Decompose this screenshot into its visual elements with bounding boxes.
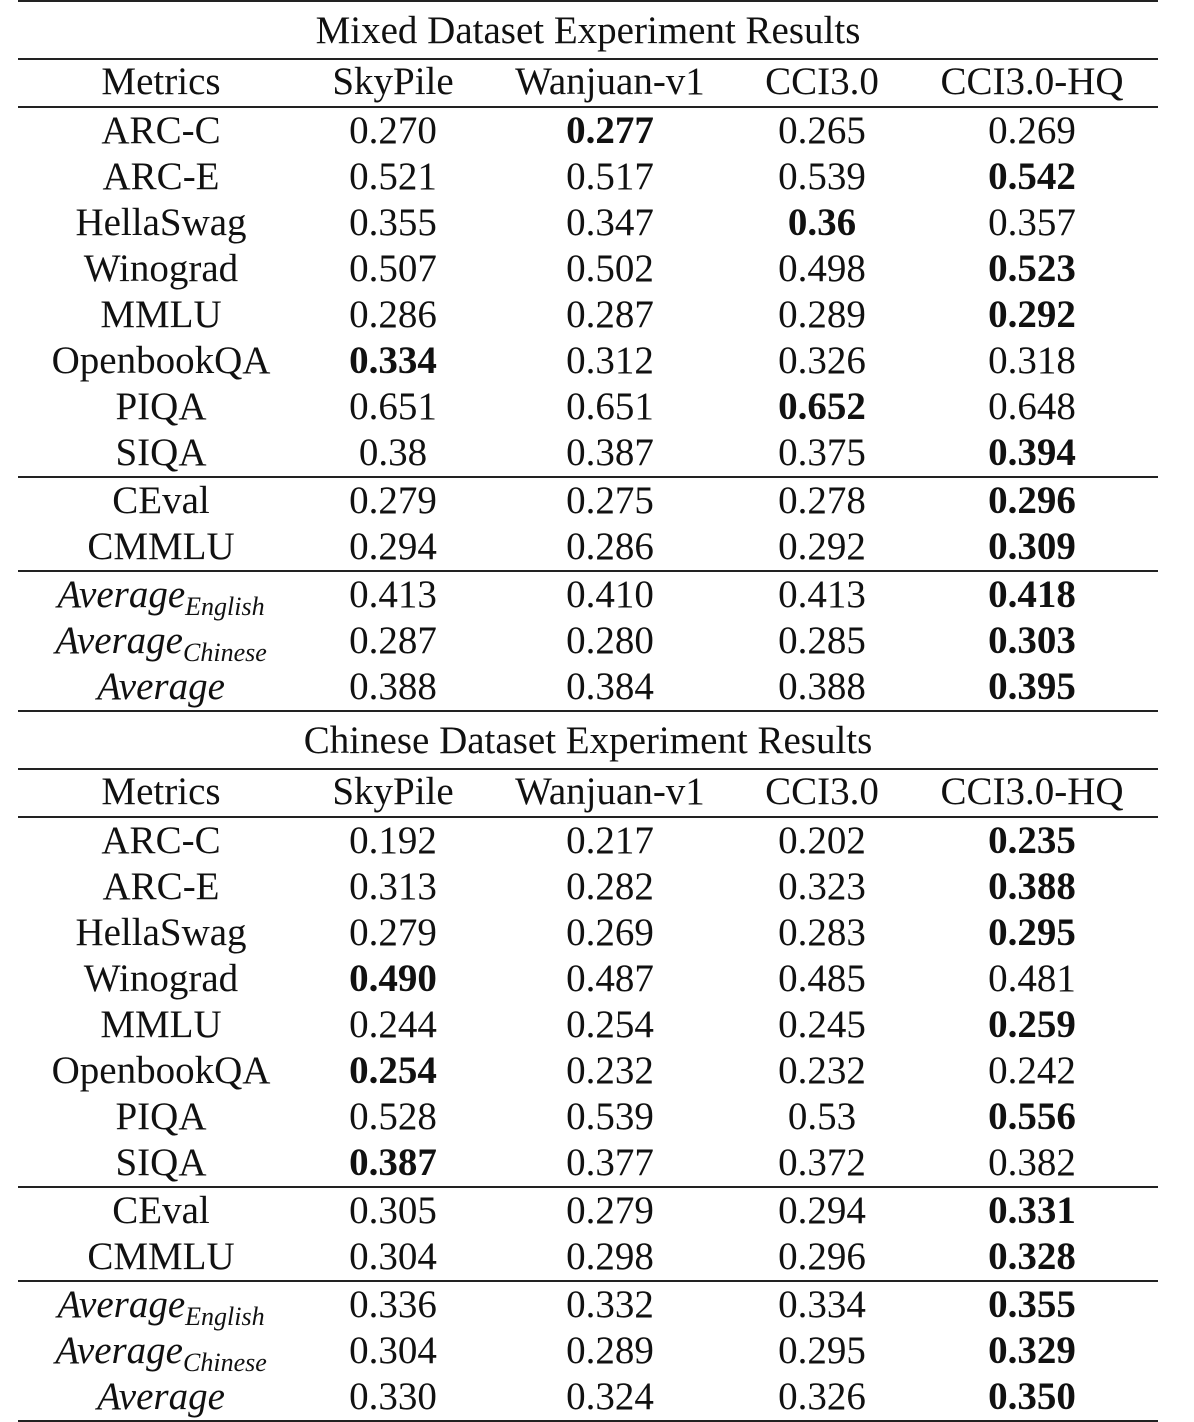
value-cell: 0.304: [349, 1329, 437, 1372]
value-cell: 0.539: [566, 1095, 654, 1138]
table-row: [18, 1048, 1158, 1094]
value-cell: 0.192: [349, 819, 437, 862]
value-cell: 0.245: [778, 1003, 866, 1046]
metric-name: HellaSwag: [75, 911, 247, 954]
best-value-cell: 0.395: [988, 665, 1076, 708]
value-cell: 0.217: [566, 819, 654, 862]
table-row: [18, 430, 1158, 476]
best-value-cell: 0.303: [988, 619, 1076, 662]
value-cell: 0.330: [349, 1375, 437, 1418]
table-row: [18, 246, 1158, 292]
metric-name: [18, 572, 304, 621]
value-cell: 0.232: [566, 1049, 654, 1092]
metric-name: [18, 1282, 304, 1331]
column-header: Metrics: [101, 60, 221, 103]
column-header: SkyPile: [332, 60, 454, 103]
best-value-cell: 0.259: [988, 1003, 1076, 1046]
best-value-cell: 0.387: [349, 1141, 437, 1184]
table-row: [18, 384, 1158, 430]
metric-name: [18, 618, 304, 667]
table-row: [18, 1234, 1158, 1280]
metric-label: Average: [55, 1329, 183, 1372]
metric-label: Average: [97, 1375, 225, 1418]
metric-label: Average: [55, 619, 183, 662]
value-cell: 0.355: [349, 201, 437, 244]
value-cell: 0.334: [778, 1283, 866, 1326]
value-cell: 0.517: [566, 155, 654, 198]
value-cell: 0.289: [566, 1329, 654, 1372]
value-cell: 0.287: [349, 619, 437, 662]
best-value-cell: 0.490: [349, 957, 437, 1000]
value-cell: 0.304: [349, 1235, 437, 1278]
value-cell: 0.287: [566, 293, 654, 336]
table-row: [18, 1140, 1158, 1186]
table-row: [18, 1328, 1158, 1377]
value-cell: 0.242: [988, 1049, 1076, 1092]
table-row: [18, 864, 1158, 910]
value-cell: 0.357: [988, 201, 1076, 244]
value-cell: 0.382: [988, 1141, 1076, 1184]
best-value-cell: 0.292: [988, 293, 1076, 336]
metric-label: Average: [57, 1283, 186, 1326]
metric-name: SIQA: [115, 431, 207, 474]
best-value-cell: 0.388: [988, 865, 1076, 908]
metric-subscript: Chinese: [183, 1348, 267, 1377]
metric-name: CEval: [112, 479, 210, 522]
value-cell: 0.279: [566, 1189, 654, 1232]
value-cell: 0.347: [566, 201, 654, 244]
value-cell: 0.294: [778, 1189, 866, 1232]
value-cell: 0.539: [778, 155, 866, 198]
best-value-cell: 0.309: [988, 525, 1076, 568]
value-cell: 0.38: [358, 431, 428, 474]
best-value-cell: 0.277: [566, 109, 654, 152]
value-cell: 0.269: [988, 109, 1076, 152]
value-cell: 0.305: [349, 1189, 437, 1232]
value-cell: 0.502: [566, 247, 654, 290]
value-cell: 0.289: [778, 293, 866, 336]
metric-name: [18, 664, 304, 710]
best-value-cell: 0.523: [988, 247, 1076, 290]
value-cell: 0.648: [988, 385, 1076, 428]
value-cell: 0.413: [349, 573, 437, 616]
best-value-cell: 0.334: [349, 339, 437, 382]
metric-name: Winograd: [83, 957, 239, 1000]
best-value-cell: 0.328: [988, 1235, 1076, 1278]
value-cell: 0.388: [778, 665, 866, 708]
table-row: [18, 108, 1158, 154]
value-cell: 0.387: [566, 431, 654, 474]
best-value-cell: 0.556: [988, 1095, 1076, 1138]
value-cell: 0.269: [566, 911, 654, 954]
metric-name: Winograd: [83, 247, 239, 290]
best-value-cell: 0.542: [988, 155, 1076, 198]
table-row: [18, 154, 1158, 200]
value-cell: 0.312: [566, 339, 654, 382]
metric-name: [18, 1328, 304, 1377]
column-header: Metrics: [101, 770, 221, 813]
value-cell: 0.313: [349, 865, 437, 908]
best-value-cell: 0.331: [988, 1189, 1076, 1232]
column-header: CCI3.0: [765, 770, 879, 813]
value-cell: 0.372: [778, 1141, 866, 1184]
metric-subscript: English: [185, 592, 265, 621]
results-table: [18, 0, 1158, 1422]
value-cell: 0.286: [349, 293, 437, 336]
metric-name: OpenbookQA: [51, 339, 271, 382]
value-cell: 0.326: [778, 1375, 866, 1418]
value-cell: 0.487: [566, 957, 654, 1000]
value-cell: 0.410: [566, 573, 654, 616]
table-row: [18, 618, 1158, 667]
table-row: [18, 1280, 1158, 1331]
best-value-cell: 0.652: [778, 385, 866, 428]
value-cell: 0.651: [566, 385, 654, 428]
value-cell: 0.332: [566, 1283, 654, 1326]
table-row: [18, 1374, 1158, 1420]
best-value-cell: 0.350: [988, 1375, 1076, 1418]
value-cell: 0.280: [566, 619, 654, 662]
table-row: [18, 1002, 1158, 1048]
table-row: [18, 338, 1158, 384]
table-row: [18, 910, 1158, 956]
metric-label: Average: [57, 573, 186, 616]
value-cell: 0.388: [349, 665, 437, 708]
value-cell: 0.279: [349, 911, 437, 954]
metric-name: ARC-E: [102, 865, 220, 908]
value-cell: 0.285: [778, 619, 866, 662]
best-value-cell: 0.418: [988, 573, 1076, 616]
metric-name: CEval: [112, 1189, 210, 1232]
value-cell: 0.53: [787, 1095, 857, 1138]
header-row: [18, 58, 1158, 108]
table-row: [18, 476, 1158, 524]
value-cell: 0.336: [349, 1283, 437, 1326]
metric-name: [18, 1374, 304, 1420]
value-cell: 0.202: [778, 819, 866, 862]
value-cell: 0.528: [349, 1095, 437, 1138]
best-value-cell: 0.329: [988, 1329, 1076, 1372]
metric-name: CMMLU: [87, 1235, 235, 1278]
best-value-cell: 0.355: [988, 1283, 1076, 1326]
value-cell: 0.279: [349, 479, 437, 522]
table-row: [18, 524, 1158, 570]
column-header: Wanjuan-v1: [515, 60, 705, 103]
metric-name: OpenbookQA: [51, 1049, 271, 1092]
metric-name: CMMLU: [87, 525, 235, 568]
value-cell: 0.270: [349, 109, 437, 152]
metric-name: SIQA: [115, 1141, 207, 1184]
value-cell: 0.521: [349, 155, 437, 198]
value-cell: 0.244: [349, 1003, 437, 1046]
value-cell: 0.265: [778, 109, 866, 152]
column-header: CCI3.0-HQ: [940, 60, 1124, 103]
metric-name: ARC-C: [101, 819, 221, 862]
best-value-cell: 0.394: [988, 431, 1076, 474]
metric-name: MMLU: [100, 1003, 222, 1046]
value-cell: 0.278: [778, 479, 866, 522]
value-cell: 0.507: [349, 247, 437, 290]
metric-name: PIQA: [115, 385, 207, 428]
section-title: Mixed Dataset Experiment Results: [18, 0, 1158, 58]
value-cell: 0.286: [566, 525, 654, 568]
table-row: [18, 200, 1158, 246]
table-row: [18, 664, 1158, 710]
value-cell: 0.295: [778, 1329, 866, 1372]
value-cell: 0.375: [778, 431, 866, 474]
column-header: CCI3.0: [765, 60, 879, 103]
value-cell: 0.377: [566, 1141, 654, 1184]
value-cell: 0.481: [988, 957, 1076, 1000]
value-cell: 0.254: [566, 1003, 654, 1046]
value-cell: 0.323: [778, 865, 866, 908]
column-header: SkyPile: [332, 770, 454, 813]
metric-name: ARC-C: [101, 109, 221, 152]
metric-name: ARC-E: [102, 155, 220, 198]
header-row: [18, 768, 1158, 818]
value-cell: 0.282: [566, 865, 654, 908]
value-cell: 0.384: [566, 665, 654, 708]
value-cell: 0.651: [349, 385, 437, 428]
value-cell: 0.296: [778, 1235, 866, 1278]
best-value-cell: 0.254: [349, 1049, 437, 1092]
table-row: [18, 1186, 1158, 1234]
metric-subscript: English: [185, 1302, 265, 1331]
table-row: [18, 1094, 1158, 1140]
table-row: [18, 570, 1158, 621]
value-cell: 0.326: [778, 339, 866, 382]
value-cell: 0.283: [778, 911, 866, 954]
value-cell: 0.294: [349, 525, 437, 568]
column-header: Wanjuan-v1: [515, 770, 705, 813]
table-row: [18, 818, 1158, 864]
section-title: Chinese Dataset Experiment Results: [18, 710, 1158, 768]
value-cell: 0.413: [778, 573, 866, 616]
metric-label: Average: [97, 665, 225, 708]
best-value-cell: 0.36: [787, 201, 857, 244]
best-value-cell: 0.296: [988, 479, 1076, 522]
value-cell: 0.485: [778, 957, 866, 1000]
value-cell: 0.232: [778, 1049, 866, 1092]
metric-name: PIQA: [115, 1095, 207, 1138]
table-row: [18, 956, 1158, 1002]
value-cell: 0.298: [566, 1235, 654, 1278]
best-value-cell: 0.235: [988, 819, 1076, 862]
value-cell: 0.318: [988, 339, 1076, 382]
table-row: [18, 292, 1158, 338]
value-cell: 0.498: [778, 247, 866, 290]
metric-subscript: Chinese: [183, 638, 267, 667]
best-value-cell: 0.295: [988, 911, 1076, 954]
value-cell: 0.275: [566, 479, 654, 522]
column-header: CCI3.0-HQ: [940, 770, 1124, 813]
metric-name: MMLU: [100, 293, 222, 336]
value-cell: 0.292: [778, 525, 866, 568]
value-cell: 0.324: [566, 1375, 654, 1418]
metric-name: HellaSwag: [75, 201, 247, 244]
